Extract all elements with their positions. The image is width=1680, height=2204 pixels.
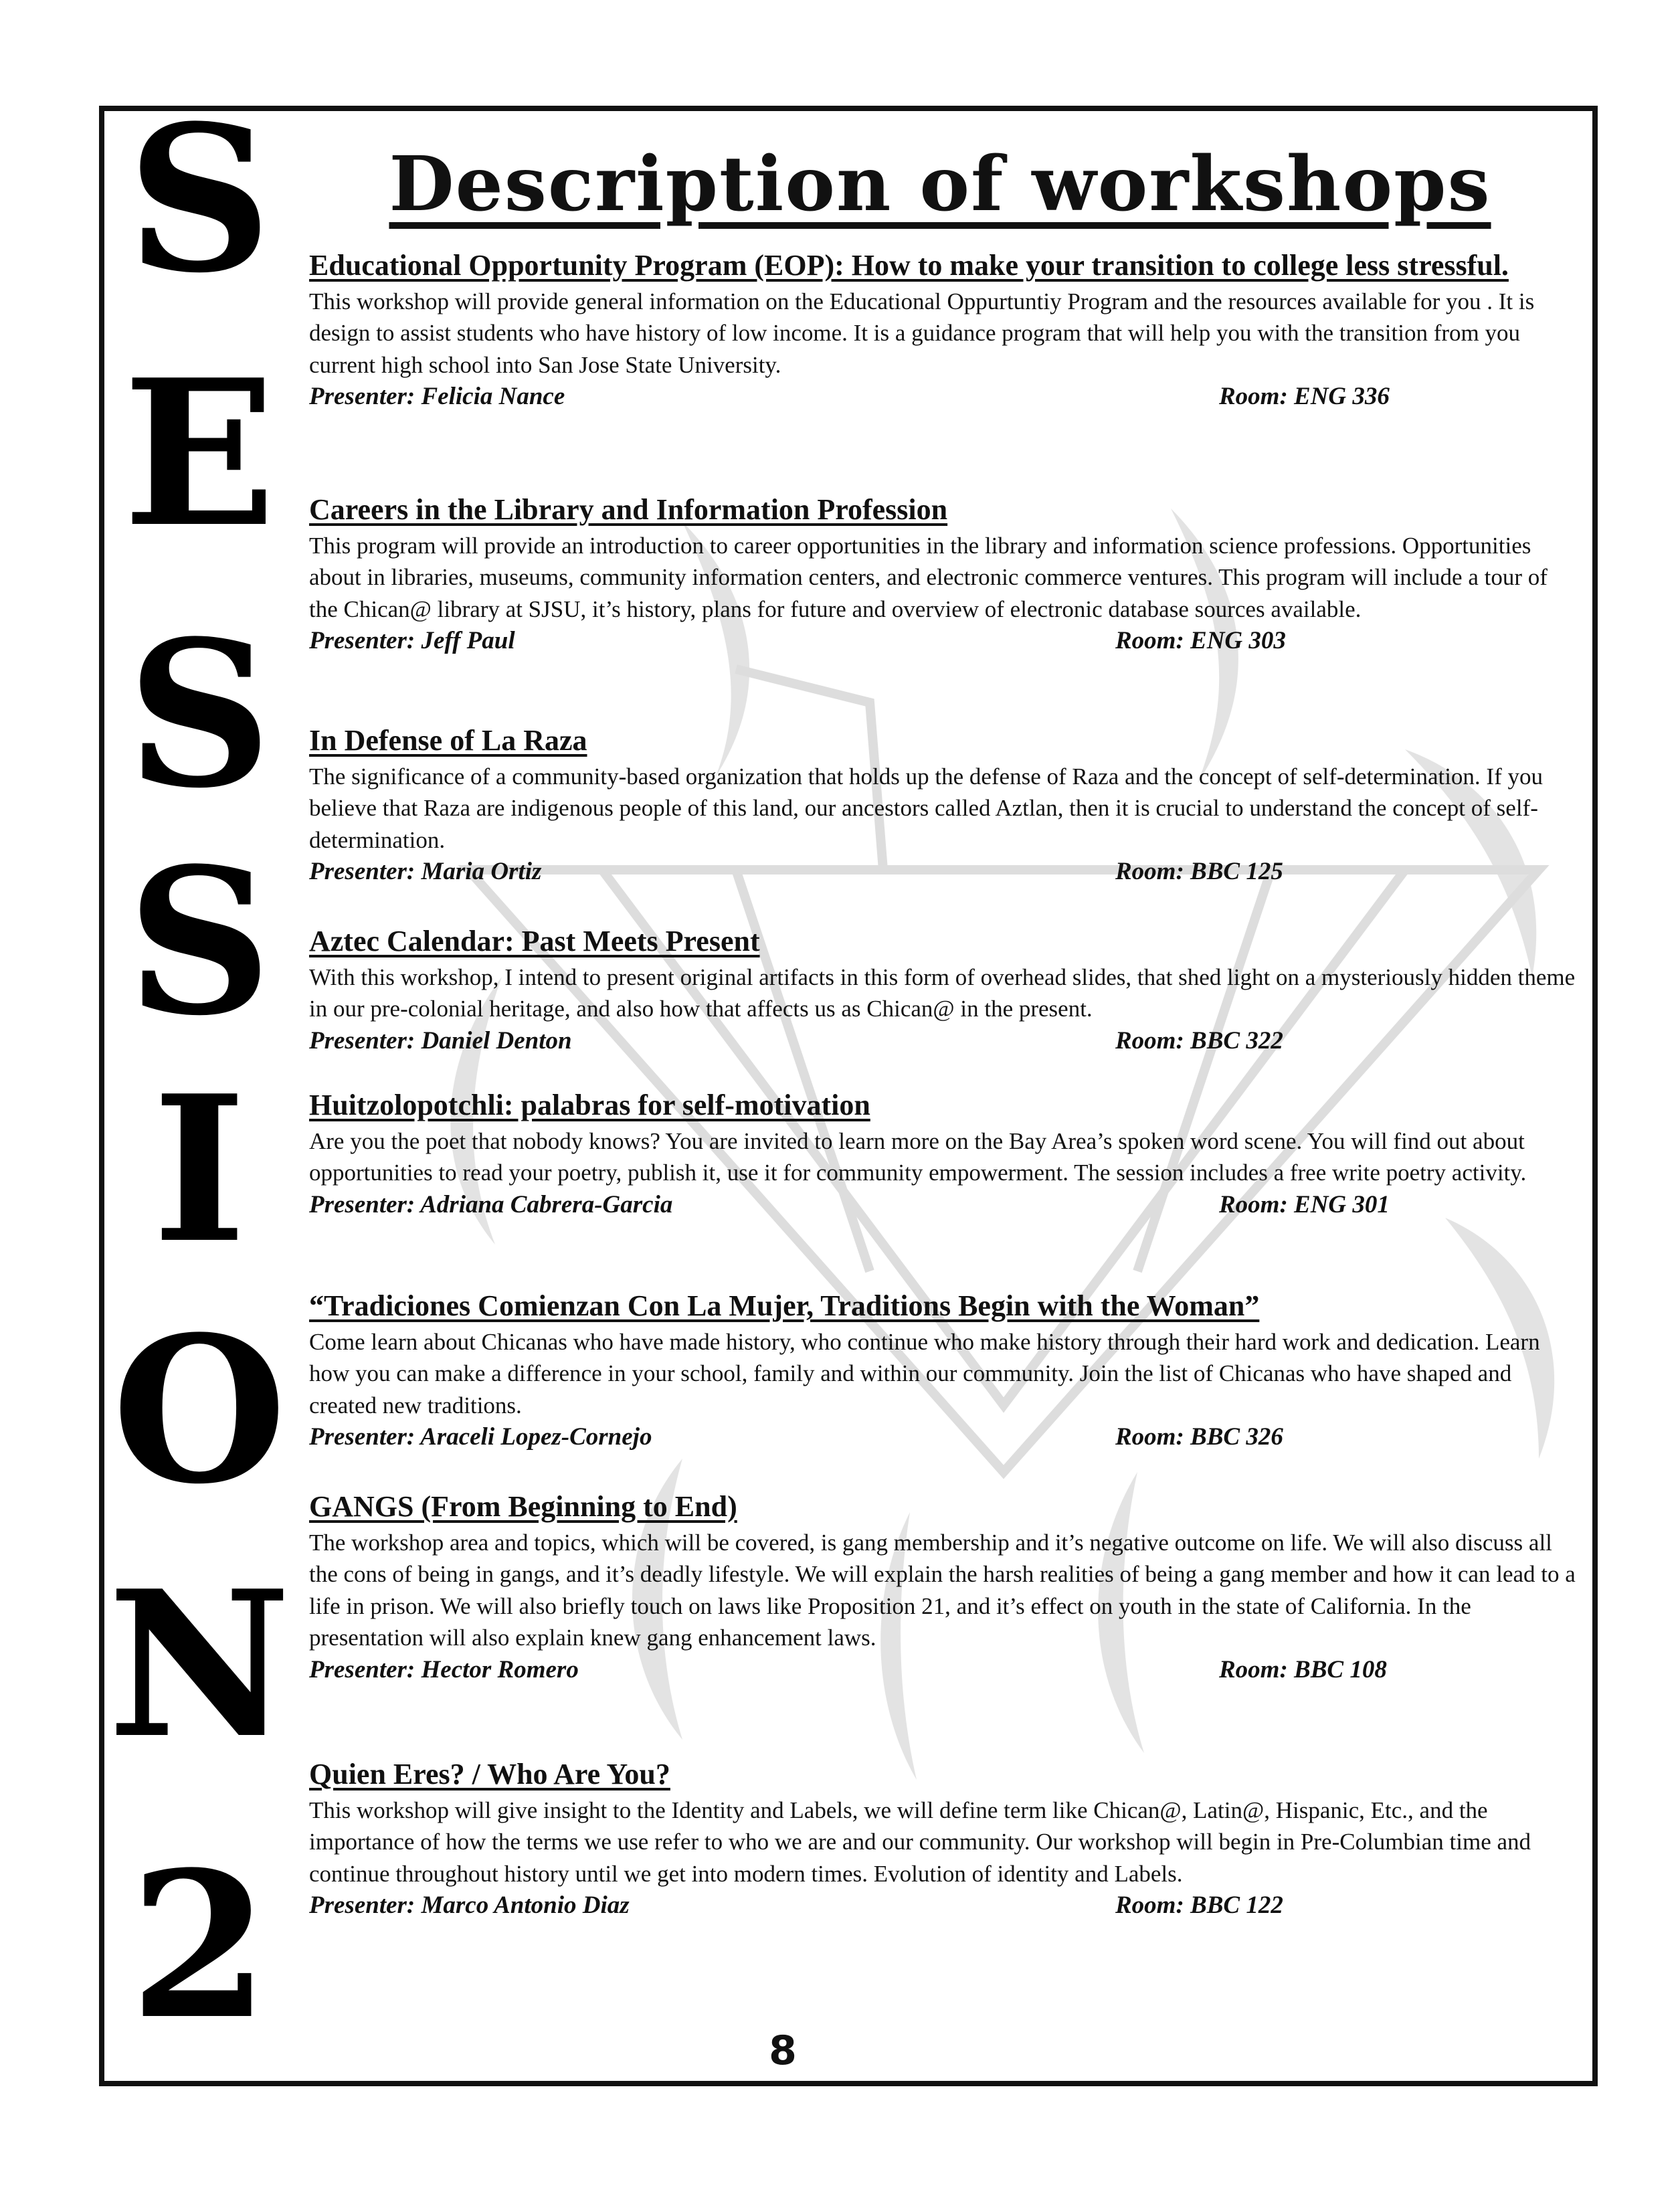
workshop-title: Quien Eres? / Who Are You? [309, 1758, 670, 1790]
workshop-item [309, 493, 1580, 657]
workshop-title: In Defense of La Raza [309, 724, 587, 757]
workshop-title: GANGS (From Beginning to End) [309, 1490, 737, 1523]
workshop-title: Careers in the Library and Information Profession [309, 493, 948, 526]
workshop-item [309, 1089, 1580, 1221]
workshop-presenter: Presenter: Adriana Cabrera-Garcia [309, 1190, 673, 1218]
workshop-presenter: Presenter: Maria Ortiz [309, 858, 542, 886]
workshop-room: Room: BBC 326 [1115, 1423, 1283, 1451]
session-2-sidebar [99, 81, 300, 2086]
workshop-meta [309, 1190, 1580, 1221]
workshop-title: Aztec Calendar: Past Meets Present [309, 925, 760, 957]
workshop-presenter: Presenter: Araceli Lopez-Cornejo [309, 1423, 652, 1451]
sidebar-letter: S [126, 824, 272, 1060]
sidebar-letter: S [126, 596, 272, 832]
workshop-room: Room: ENG 301 [1219, 1190, 1390, 1218]
workshop-meta [309, 1026, 1580, 1057]
workshop-meta [309, 1655, 1580, 1686]
sidebar-letter: O [112, 1292, 287, 1528]
workshop-meta [309, 1891, 1580, 1922]
workshop-item [309, 1490, 1580, 1686]
workshop-title: “Tradiciones Comienzan Con La Mujer, Traditions Begin with the Woman” [309, 1289, 1260, 1322]
workshop-room: Room: BBC 108 [1219, 1655, 1387, 1683]
workshop-description: Are you the poet that nobody knows? You are invited to learn more on the Bay Area’s spoken word scene. You will find out about opportunities to read your poetry, publish it, use it for community empowerment. The session includes a free write poetry activity. [309, 1127, 1527, 1186]
workshop-description: The workshop area and topics, which will be covered, is gang membership and it’s negative outcome on life. We will also discuss all the cons of being in gangs, and it’s deadly lifestyle. We will explain the harsh realities of being a gang member and how it can lead to a life in prison. We will also briefly touch on laws like Proposition 21, and it’s effect on youth in the state of California. In the presentation will also explain knew gang enhancement laws. [309, 1529, 1576, 1651]
workshop-description: This workshop will provide general information on the Educational Oppurtuntiy Program and the resources available for you . It is design to assist students who have history of low income. It is a guidance program that will help you with the transition from you current high school into San Jose State University. [309, 288, 1535, 378]
workshop-description: This workshop will give insight to the Identity and Labels, we will define term like Chican@, Latin@, Hispanic, Etc., and the importance of how the terms we use refer to who we are and our community. Our workshop will begin in Pre-Columbian time and continue throughout history until we get into modern times. Evolution of identity and Labels. [309, 1797, 1531, 1887]
workshop-meta [309, 857, 1580, 888]
workshop-presenter: Presenter: Jeff Paul [309, 627, 515, 655]
workshop-room: Room: BBC 125 [1115, 858, 1283, 886]
workshop-meta [309, 626, 1580, 657]
workshop-item [309, 724, 1580, 888]
workshop-description: Come learn about Chicanas who have made history, who continue who make history through their hard work and dedication. Learn how you can make a difference in your school, family and within our community. Join the list of Chicanas who have shaped and created new traditions. [309, 1328, 1540, 1418]
sidebar-letter: N [107, 1546, 292, 1782]
workshop-room: Room: BBC 322 [1115, 1026, 1283, 1054]
workshop-item [309, 1289, 1580, 1453]
workshop-presenter: Presenter: Hector Romero [309, 1655, 579, 1683]
sidebar-letter: E [122, 335, 276, 571]
page-title: Description of workshops [389, 141, 1491, 228]
workshop-room: Room: ENG 303 [1115, 627, 1286, 655]
workshop-presenter: Presenter: Daniel Denton [309, 1026, 572, 1054]
workshop-description: With this workshop, I intend to present original artifacts in this form of overhead slides, that shed light on a mysteriously hidden theme in our pre-colonial heritage, and also how that affects us as Chican@ in the present. [309, 963, 1576, 1022]
workshop-presenter: Presenter: Marco Antonio Diaz [309, 1892, 630, 1920]
workshop-presenter: Presenter: Felicia Nance [309, 383, 565, 411]
workshop-item [309, 925, 1580, 1057]
workshop-description: This program will provide an introduction to career opportunities in the library and information science professions. Opportunities about in libraries, museums, community information centers, and electronic commerce ventures. This program will include a tour of the Chican@ library at SJSU, it’s history, plans for future and overview of electronic database sources available. [309, 532, 1548, 622]
workshop-description: The significance of a community-based organization that holds up the defense of Raza and the concept of self-determination. If you believe that Raza are indigenous people of this land, our ancestors called Aztlan, then it is crucial to understand the concept of self-determination. [309, 763, 1543, 853]
sidebar-letter: 2 [129, 1827, 270, 2063]
workshop-meta [309, 1422, 1580, 1453]
workshop-item [309, 1758, 1580, 1922]
workshop-title: Educational Opportunity Program (EOP): How to make your transition to college less stressful. [309, 249, 1509, 282]
workshop-room: Room: BBC 122 [1115, 1892, 1283, 1920]
workshop-room: Room: ENG 336 [1219, 383, 1390, 411]
sidebar-letter: S [126, 81, 272, 317]
workshop-meta [309, 382, 1580, 413]
workshop-title: Huitzolopotchli: palabras for self-motivation [309, 1089, 870, 1121]
workshop-item [309, 249, 1580, 413]
sidebar-letter: I [152, 1051, 247, 1287]
page-number: 8 [769, 2027, 797, 2074]
